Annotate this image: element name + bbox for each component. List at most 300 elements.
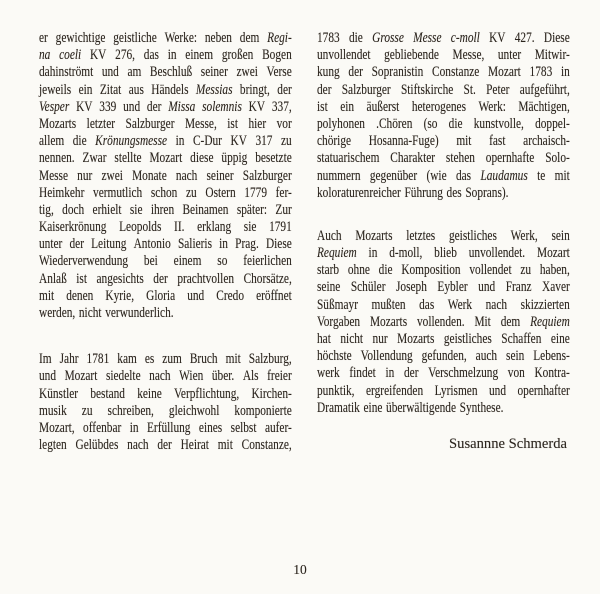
paragraph (39, 351, 292, 454)
word: 1783 (317, 30, 340, 46)
word: unvollendet (317, 47, 371, 64)
text-line (39, 219, 292, 236)
word: Schüler (350, 279, 386, 296)
word: nennen. (39, 150, 75, 167)
word: Leopolds (119, 219, 162, 236)
word: und (101, 64, 119, 81)
text-column-left-inner (39, 30, 292, 454)
paragraph (317, 228, 570, 417)
word: mit (39, 287, 55, 304)
word: Credo (216, 287, 245, 304)
word: Eybler (437, 279, 468, 296)
text-line (39, 253, 292, 270)
word: nach (175, 167, 198, 184)
word: nur (77, 167, 93, 184)
word: Anlaß (39, 270, 67, 287)
text-line (317, 150, 570, 167)
word: musik (39, 402, 67, 419)
word: in (368, 245, 378, 262)
word: mußten (371, 296, 406, 313)
word: letztes (406, 227, 436, 244)
text-line (39, 288, 292, 305)
word: ohne (347, 262, 370, 279)
word: werk (317, 365, 340, 382)
word: Solo- (545, 150, 570, 167)
page-number: 10 (293, 562, 307, 577)
word: nach (149, 368, 171, 385)
text-line (317, 297, 570, 314)
word: nach (485, 296, 508, 313)
word: kam (117, 351, 137, 368)
word: eröffnet (256, 287, 292, 304)
word: letzter (86, 115, 116, 132)
word: sie (243, 219, 257, 236)
paragraph (317, 30, 570, 202)
word: dem (239, 30, 260, 46)
word: Zwar (82, 150, 107, 167)
word: Erfüllung (146, 419, 191, 436)
word: Zitat (99, 81, 122, 98)
word: hat (317, 331, 331, 347)
word: Constanze (432, 64, 480, 81)
word: Leitung (91, 236, 127, 253)
word: nummern (317, 167, 361, 184)
word: Werk, (510, 227, 538, 244)
word: Mozarts (397, 331, 435, 347)
word: höchste (317, 348, 352, 365)
word: Heimkehr (39, 184, 85, 201)
word: nicht (340, 331, 364, 347)
word: ein (78, 81, 93, 98)
word: fer- (275, 184, 292, 201)
word: geistliches (443, 331, 492, 347)
word: Salieris (177, 236, 212, 253)
text-line (39, 368, 292, 385)
work-title: Regi- (267, 30, 292, 46)
word: archaisch- (523, 133, 570, 150)
word: Monate (132, 167, 167, 184)
word: jeweils (39, 81, 72, 98)
word: 427. (514, 30, 535, 46)
word: Verpflichtung, (174, 385, 240, 402)
word: opernhafter (517, 382, 570, 399)
word: doch (62, 201, 85, 218)
word: Franz (505, 279, 532, 296)
word: Bruch (189, 351, 218, 368)
word: te (537, 167, 546, 184)
word: bei (143, 253, 158, 270)
word: schon (150, 184, 178, 201)
word: er (39, 30, 48, 46)
word: aus (128, 81, 144, 98)
word: in (175, 133, 185, 150)
word: Mozarts (39, 115, 77, 132)
text-column-right (317, 30, 570, 417)
word: 337, (271, 98, 292, 115)
word: 276, (115, 47, 135, 64)
word: es (144, 351, 155, 368)
text-line (39, 185, 292, 202)
word: ist (76, 270, 87, 287)
word: Mozart (64, 368, 98, 385)
word: Prag. (235, 236, 259, 253)
word: Mitwir- (534, 47, 570, 64)
text-line (317, 348, 570, 365)
text-line (317, 365, 570, 382)
word: 1779 (244, 184, 267, 201)
word: findet (349, 365, 376, 382)
word: vor (276, 115, 292, 132)
word: eines (198, 419, 223, 436)
word: ist (317, 98, 328, 115)
word: Lyrismen (434, 382, 478, 399)
word: Mozart (149, 150, 183, 167)
word: Mozarts (355, 227, 393, 244)
text-line (317, 168, 570, 185)
word: starb (317, 262, 340, 279)
word: Constanze, (241, 437, 292, 454)
word: prachtvollen (177, 270, 235, 287)
word: am (127, 64, 142, 81)
text-line (317, 116, 570, 133)
word: Salzburger (125, 115, 175, 132)
text-line (39, 351, 292, 368)
word: dem (500, 313, 521, 330)
word: Antonio (133, 236, 171, 253)
word: geistliches (448, 227, 497, 244)
text-line (317, 185, 570, 202)
word: Salzburg, (248, 351, 292, 368)
word: später: (236, 201, 268, 218)
text-line (317, 400, 570, 417)
word: KV (89, 47, 107, 64)
text-line (39, 271, 292, 288)
word: das (143, 47, 159, 64)
word: auch (475, 348, 498, 365)
text-line (317, 314, 570, 331)
word: mit (456, 133, 472, 150)
word: in (219, 236, 228, 253)
word: haben, (539, 262, 570, 279)
text-line (39, 403, 292, 420)
word: bestand (90, 385, 125, 402)
word: schreiben, (107, 402, 154, 419)
word: gegenüber (369, 167, 418, 184)
word: dahinströmt (39, 64, 94, 81)
word: Kaiserkrönung (39, 219, 107, 236)
word: eine (550, 331, 570, 347)
text-line (317, 245, 570, 262)
word: Diese (543, 30, 570, 46)
word: (wie (426, 167, 447, 184)
word: heterogenes (411, 98, 467, 115)
word: Messe, (184, 115, 217, 132)
text-line (317, 279, 570, 296)
word: von (507, 365, 525, 382)
word: Verse (266, 64, 292, 81)
word: erhielt (92, 201, 122, 218)
word: Kyrie, (105, 287, 135, 304)
word: gleichwohl (168, 402, 220, 419)
word: Dramatik eine überwältigende Synthese. (317, 399, 504, 416)
word: ihren (150, 201, 175, 218)
word: vollenden. (416, 313, 465, 330)
word: 339 (99, 98, 117, 115)
word: d-moll, (389, 245, 423, 262)
word: Mozart (488, 64, 521, 81)
word: 1783 (529, 64, 553, 81)
word: in (385, 365, 395, 382)
word: freier (267, 368, 292, 385)
word: der (277, 81, 292, 98)
word: St. (463, 81, 476, 98)
work-title: coeli (59, 47, 82, 64)
text-line (39, 30, 292, 47)
word: .Chören (376, 115, 413, 132)
word: aufgeführt, (519, 81, 570, 98)
word: seiner (200, 64, 228, 81)
word: und (187, 287, 205, 304)
word: Vollendung (360, 348, 413, 365)
word: der (317, 81, 332, 98)
word: bringt, (239, 81, 270, 98)
word: C-Dur (192, 133, 222, 150)
text-line (317, 30, 570, 47)
word: in (167, 47, 177, 64)
word: Mit (474, 313, 491, 330)
word: gewichtige (55, 30, 106, 46)
word: punktik, (317, 382, 355, 399)
work-title: Vesper (39, 98, 70, 115)
word: Verschmelzung (428, 365, 499, 382)
word: unter (39, 236, 63, 253)
word: der (153, 270, 168, 287)
word: zwei (236, 64, 258, 81)
word: nur (372, 331, 388, 347)
word: Stiftskirche (400, 81, 454, 98)
word: Messe (39, 167, 69, 184)
word: mit (554, 167, 570, 184)
author-credit: Susannne Schmerda (449, 436, 567, 452)
word: denen (66, 287, 94, 304)
word: Sopranistin (371, 64, 424, 81)
word: vermutlich (93, 184, 143, 201)
text-line (39, 99, 292, 116)
word: werden, nicht verwunderlich. (39, 305, 174, 321)
word: Jahr (59, 351, 79, 368)
word: mit (225, 351, 241, 368)
word: Auch (317, 227, 342, 244)
word: Werke: (164, 30, 198, 46)
work-title: Laudamus (480, 167, 528, 184)
text-line (39, 386, 292, 403)
word: koloraturenreicher Führung des Soprans). (317, 184, 509, 201)
word: Diese (265, 236, 292, 253)
word: und (478, 279, 496, 296)
word: der (69, 236, 84, 253)
word: neben (204, 30, 232, 46)
word: zum (162, 351, 182, 368)
work-title: solemnis (202, 98, 242, 115)
word: Beschluß (149, 64, 193, 81)
word: ergreifenden (366, 382, 424, 399)
word: zu (186, 184, 197, 201)
word: legten (39, 437, 67, 454)
word: opernhafte (485, 150, 535, 167)
text-line (39, 133, 292, 150)
word: seine (317, 279, 341, 296)
word: in (129, 419, 139, 436)
word: stehen (445, 150, 475, 167)
word: Heirat (180, 437, 209, 454)
word: Gelübdes (75, 437, 119, 454)
word: KV (248, 98, 266, 115)
word: und (123, 98, 141, 115)
word: zu (81, 402, 93, 419)
word: äußerst (366, 98, 400, 115)
word: Salzburger (341, 81, 391, 98)
word: Im (39, 351, 52, 368)
word: der (157, 437, 172, 454)
text-line (39, 420, 292, 437)
word: geistliche (113, 30, 157, 46)
word: erklang (197, 219, 232, 236)
word: der (348, 64, 363, 81)
word: das (419, 296, 435, 313)
word: einem (173, 253, 202, 270)
word: großen (221, 47, 254, 64)
word: diese (190, 150, 214, 167)
word: blieb (434, 245, 457, 262)
text-line (39, 116, 292, 133)
work-title: Requiem (317, 245, 357, 262)
word: Lebens- (533, 348, 570, 365)
word: unvollendet. (468, 245, 526, 262)
text-line (39, 305, 292, 322)
word: chörige (317, 133, 352, 150)
word: Werk: (478, 98, 506, 115)
word: polyhonen (317, 115, 365, 132)
word: Messe, (452, 47, 485, 64)
word: Händels (151, 81, 189, 98)
word: 1791 (269, 219, 292, 236)
text-line (39, 236, 292, 253)
work-title: Krönungsmesse (95, 133, 168, 150)
word: zu (281, 133, 292, 150)
word: angesichts (96, 270, 144, 287)
word: in (560, 64, 570, 81)
word: das (455, 167, 472, 184)
word: kunstvolle, (473, 115, 524, 132)
word: Joseph (396, 279, 427, 296)
word: und (39, 368, 57, 385)
word: statuarischem (317, 150, 380, 167)
text-column-left (39, 30, 292, 454)
word: Gloria (146, 287, 176, 304)
word: Künstler (39, 385, 79, 402)
text-line (317, 331, 570, 348)
word: und (488, 382, 506, 399)
text-line (317, 262, 570, 279)
word: Komposition (401, 262, 461, 279)
work-title: Missa (168, 98, 196, 115)
word: üppig (221, 150, 248, 167)
word: seiner (206, 167, 234, 184)
word: Xaver (542, 279, 570, 296)
word: (so (423, 115, 438, 132)
word: KV (76, 98, 93, 115)
word: KV (489, 30, 506, 46)
word: allem (39, 133, 65, 150)
word: der (404, 365, 419, 382)
text-column-right-inner (317, 30, 570, 417)
text-line (39, 437, 292, 454)
work-title: Grosse (372, 30, 404, 46)
text-line (317, 228, 570, 245)
word: die (72, 133, 87, 150)
word: einem (185, 47, 214, 64)
word: über. (211, 368, 235, 385)
word: der (146, 98, 162, 115)
word: KV (230, 133, 247, 150)
word: zu (520, 262, 532, 279)
word: Beinamen (182, 201, 229, 218)
word: ein (340, 98, 355, 115)
word: stellte (114, 150, 142, 167)
text-line (39, 150, 292, 167)
word: selbst (230, 419, 257, 436)
word: die (348, 30, 363, 46)
word: feierlichen (243, 253, 292, 270)
text-line (317, 47, 570, 64)
word: Mozart (536, 245, 570, 262)
word: II. (174, 219, 185, 236)
word: komponierte (234, 402, 292, 419)
word: vollendet (469, 262, 512, 279)
word: aufer- (264, 419, 292, 436)
text-line (317, 99, 570, 116)
word: Bogen (262, 47, 292, 64)
word: die (448, 115, 463, 132)
word: Mozarts (369, 313, 408, 330)
word: Kontra- (534, 365, 570, 382)
word: Als (242, 368, 259, 385)
word: Charakter (390, 150, 436, 167)
word: mit (217, 437, 233, 454)
text-line (39, 202, 292, 219)
work-title: Requiem (530, 313, 570, 330)
word: Werk (447, 296, 473, 313)
text-line (39, 82, 292, 99)
work-title: Messe (413, 30, 442, 46)
word: Schaffen (501, 331, 542, 347)
word: Hosanna-Fuge) (368, 133, 439, 150)
text-line (39, 64, 292, 81)
word: skizzierten (520, 296, 570, 313)
word: doppel- (535, 115, 570, 132)
word: Süßmayr (317, 296, 358, 313)
word: tig, (39, 201, 54, 218)
word: sie (129, 201, 143, 218)
word: besetzte (255, 150, 292, 167)
word: Ostern (205, 184, 236, 201)
text-line (317, 383, 570, 400)
text-line (39, 168, 292, 185)
word: siedelte (105, 368, 141, 385)
word: unter (497, 47, 522, 64)
word: gebliebende (384, 47, 439, 64)
word: Chorsätze, (243, 270, 292, 287)
